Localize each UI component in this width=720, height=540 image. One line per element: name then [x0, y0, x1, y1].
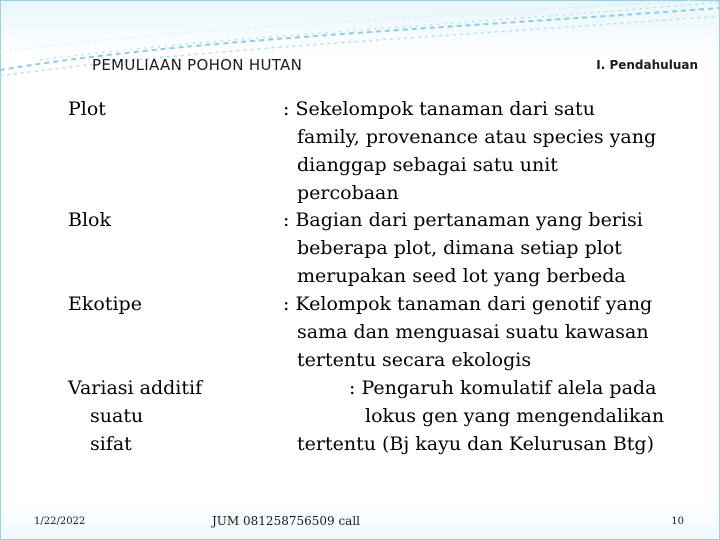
definition-line: merupakan seed lot yang berbeda	[297, 265, 626, 287]
definition-ekotipe	[283, 290, 652, 374]
section-label: I. Pendahuluan	[596, 58, 698, 72]
slide-title: PEMULIAAN POHON HUTAN	[92, 56, 303, 74]
definition-line: : Sekelompok tanaman dari satu	[283, 98, 595, 120]
definition-line: : Pengaruh komulatif alela pada	[349, 377, 657, 399]
definition-line: tertentu (Bj kayu dan Kelurusan Btg)	[297, 433, 655, 455]
term-variasi-line-1: Variasi additif	[68, 377, 203, 399]
definition-line: lokus gen yang mengendalikan	[365, 405, 665, 427]
definition-line: : Bagian dari pertanaman yang berisi	[283, 209, 643, 231]
definition-line: beberapa plot, dimana setiap plot	[297, 237, 622, 259]
definition-line: dianggap sebagai satu unit	[297, 154, 558, 176]
term-variasi-line-3: sifat	[90, 433, 132, 455]
term-plot: Plot	[68, 98, 106, 120]
definition-line: sama dan menguasai suatu kawasan	[297, 321, 649, 343]
term-variasi-line-2: suatu	[90, 405, 144, 427]
term-ekotipe: Ekotipe	[68, 293, 142, 315]
definition-blok	[283, 206, 643, 290]
definition-line: percobaan	[297, 182, 399, 204]
footer-page-number: 10	[671, 516, 684, 527]
definition-variasi-additif	[283, 374, 664, 458]
definition-line: family, provenance atau species yang	[297, 126, 657, 148]
footer-date: 1/22/2022	[34, 516, 86, 527]
term-blok: Blok	[68, 209, 111, 231]
definition-line: : Kelompok tanaman dari genotif yang	[283, 293, 653, 315]
definition-line: tertentu secara ekologis	[297, 349, 532, 371]
definition-plot	[283, 95, 656, 207]
term-variasi-additif	[68, 374, 202, 458]
footer-contact: JUM 081258756509 call	[212, 514, 361, 528]
